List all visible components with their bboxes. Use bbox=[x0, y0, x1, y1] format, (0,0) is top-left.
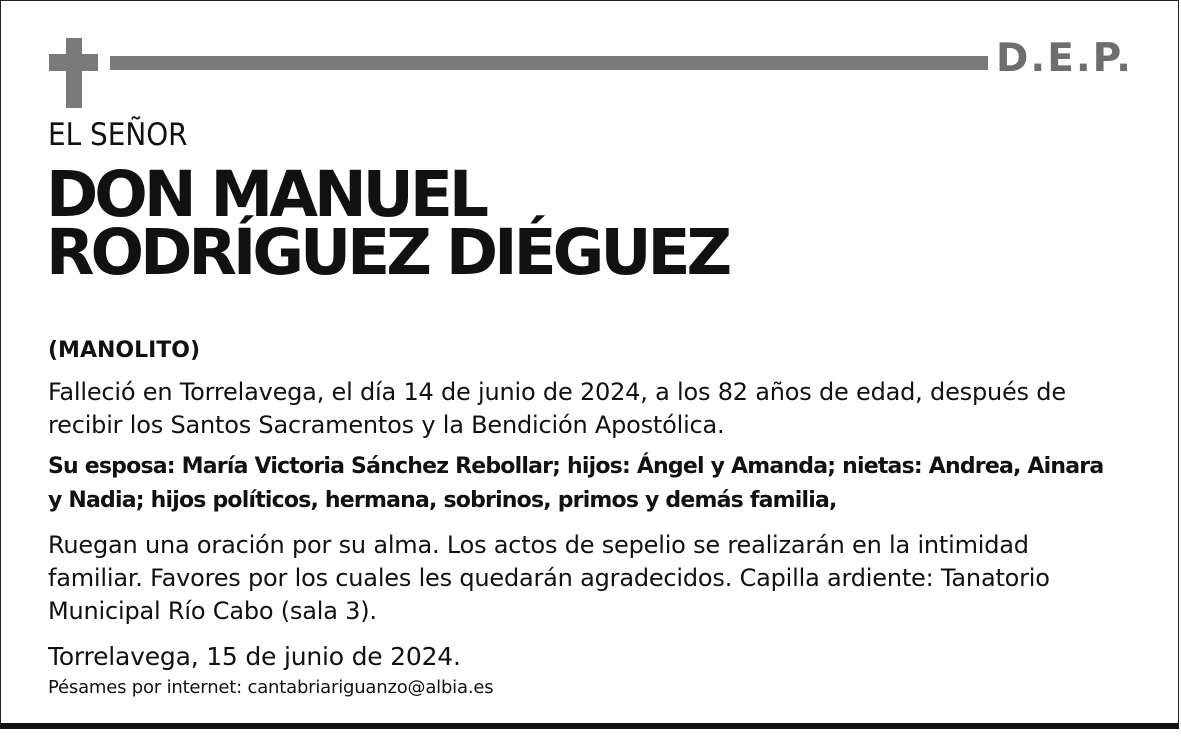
dep-label: D.E.P. bbox=[996, 36, 1133, 81]
place-date: Torrelavega, 15 de junio de 2024. bbox=[48, 642, 461, 671]
deceased-name bbox=[46, 158, 729, 289]
death-line-1: Falleció en Torrelavega, el día 14 de junio de 2024, a los 82 años de edad, después de bbox=[48, 378, 1066, 406]
header-rule bbox=[110, 56, 988, 70]
cross-icon bbox=[66, 38, 82, 108]
name-line-1: DON MANUEL bbox=[46, 158, 486, 231]
death-paragraph bbox=[48, 376, 1066, 442]
prayer-line-3: Municipal Río Cabo (sala 3). bbox=[48, 597, 377, 625]
death-line-2: recibir los Santos Sacramentos y la Bendición Apostólica. bbox=[48, 411, 725, 439]
prayer-line-1: Ruegan una oración por su alma. Los actos de sepelio se realizarán en la intimidad bbox=[48, 531, 1029, 559]
prayer-paragraph bbox=[48, 529, 1050, 628]
name-line-2: RODRÍGUEZ DIÉGUEZ bbox=[46, 216, 729, 289]
family-line-1: Su esposa: María Victoria Sánchez Rebollar; hijos: Ángel y Amanda; nietas: Andrea, Ainara bbox=[48, 454, 1104, 479]
family-line-2: y Nadia; hijos políticos, hermana, sobrinos, primos y demás familia, bbox=[48, 488, 837, 513]
prayer-line-2: familiar. Favores por los cuales les quedarán agradecidos. Capilla ardiente: Tanatorio bbox=[48, 564, 1050, 592]
family-paragraph bbox=[48, 450, 1103, 518]
condolences-email: Pésames por internet: cantabriariguanzo@albia.es bbox=[48, 677, 494, 698]
cross-icon-arm bbox=[49, 54, 98, 71]
intro-title: EL SEÑOR bbox=[48, 117, 188, 153]
nickname: (MANOLITO) bbox=[48, 338, 201, 363]
